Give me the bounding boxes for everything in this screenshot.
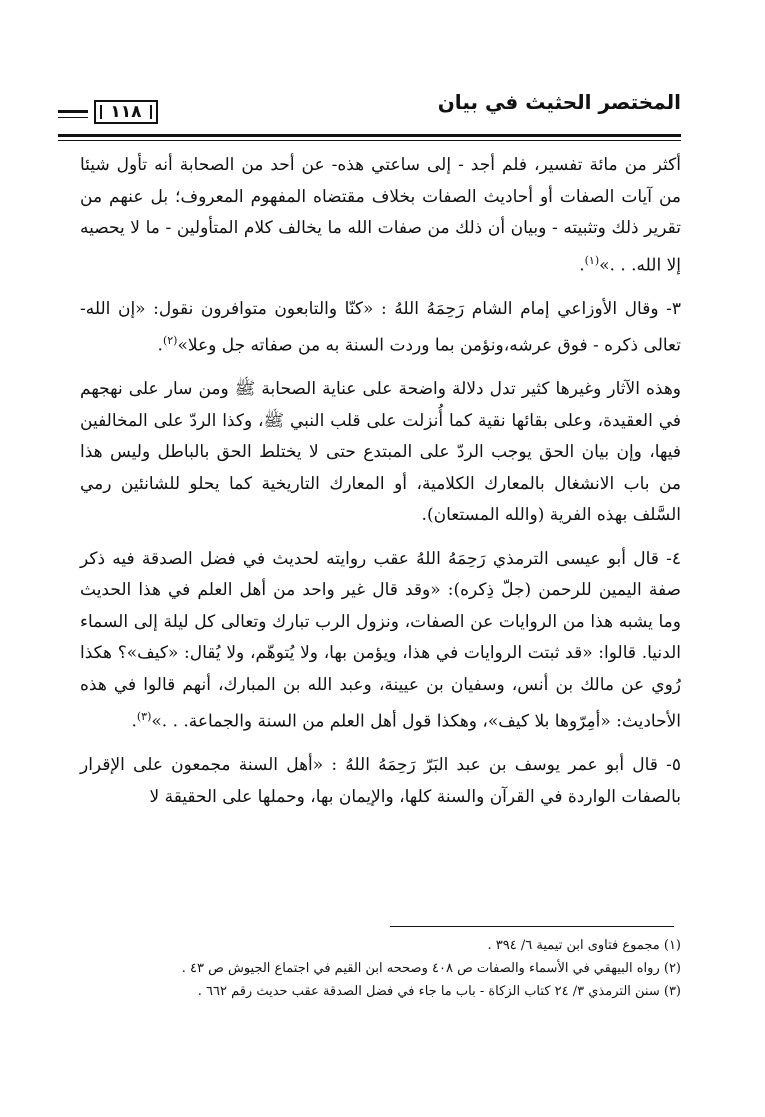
paragraph: ٤- قال أبو عيسى الترمذي رَحِمَهُ اللهُ عقب روايته لحديث في فضل الصدقة فيه ذكر صفة اليمين للرحمن (جلّ ذِكره): «وقد قال غير واحد من أهل العلم في هذا الحديث وما يشبه هذا من الروايات عن الصفات، ونزول الرب تبارك وتعالى كل ليلة إلى السماء الدنيا. قالوا: «قد ثبتت الروايات في هذا، ويؤمن بها، ولا يُتوهّم، ولا يُقال: «كيف»؟ هكذا رُوي عن مالك بن أنس، وسفيان بن عيينة، وعبد الله بن المبارك، أنهم قالوا في هذه الأحاديث: «أمِرّوها بلا كيف»، وهكذا قول أهل العلم من السنة والجماعة. . .»$^{(٣)}$. bbox=[80, 548, 681, 732]
footnote-separator bbox=[390, 926, 674, 927]
footnotes bbox=[80, 934, 681, 1003]
page-header bbox=[58, 88, 681, 140]
footnote-ref[interactable]: (٣) bbox=[136, 710, 152, 724]
footnote-ref[interactable]: (١) bbox=[584, 253, 600, 267]
paragraph: ٥- قال أبو عمر يوسف بن عبد البَرّ رَحِمَهُ اللهُ : «أهل السنة مجمعون على الإقرار بالصفات الواردة في القرآن والسنة كلها، والإيمان بها، وحملها على الحقيقة لا bbox=[80, 755, 681, 807]
footnote: (١) مجموع فتاوى ابن تيمية ٦/ ٣٩٤ . bbox=[487, 938, 681, 953]
running-title: المختصر الحثيث في بيان bbox=[437, 90, 681, 114]
footnote: (٢) رواه البيهقي في الأسماء والصفات ص ٤٠٨ وصححه ابن القيم في اجتماع الجيوش ص ٤٣ . bbox=[181, 961, 681, 976]
paragraph: ٣- وقال الأوزاعي إمام الشام رَحِمَهُ اللهُ : «كنّا والتابعون متوافرون نقول: «إن الله- تعالى ذكره - فوق عرشه،ونؤمن بما وردت السنة به من صفاته جل وعلا»$^{(٢)}$. bbox=[80, 298, 681, 356]
body-text bbox=[80, 150, 681, 825]
footnote-ref[interactable]: (٢) bbox=[162, 334, 178, 348]
header-rule bbox=[58, 140, 681, 141]
paragraph: أكثر من مائة تفسير، فلم أجد - إلى ساعتي هذه- عن أحد من الصحابة أنه تأول شيئا من آيات الصفات أو أحاديث الصفات بخلاف مقتضاه المفهوم المعروف؛ بل عنهم من تقرير ذلك وتثبيته - وبيان أن ذلك من صفات الله ما يخالف كلام المتأولين - ما لا يحصيه إلا الله. . .»$^{(١)}$. bbox=[80, 155, 681, 276]
footnote: (٣) سنن الترمذي ٣/ ٢٤ كتاب الزكاة - باب ما جاء في فضل الصدقة عقب حديث رقم ٦٦٢ . bbox=[197, 984, 681, 999]
header-rule bbox=[58, 134, 681, 137]
page-number: ١١٨ bbox=[94, 100, 158, 124]
header-rule bbox=[58, 117, 88, 118]
paragraph: وهذه الآثار وغيرها كثير تدل دلالة واضحة على عناية الصحابة ﷺ ومن سار على نهجهم في العقيدة، وعلى بقائها نقية كما أُنزلت على قلب النبي ﷺ، وكذا الردّ على المخالفين فيها، وإن بيان الحق يوجب الردّ على المبتدع حتى لا يختلط الحق بالباطل وليس هذا من باب الانشغال بالمعارك الكلامية، أو المعارك التاريخية كما يحلو للشانئين رمي السَّلف بهذه الفرية (والله المستعان). bbox=[80, 379, 681, 526]
header-rule bbox=[58, 110, 88, 113]
